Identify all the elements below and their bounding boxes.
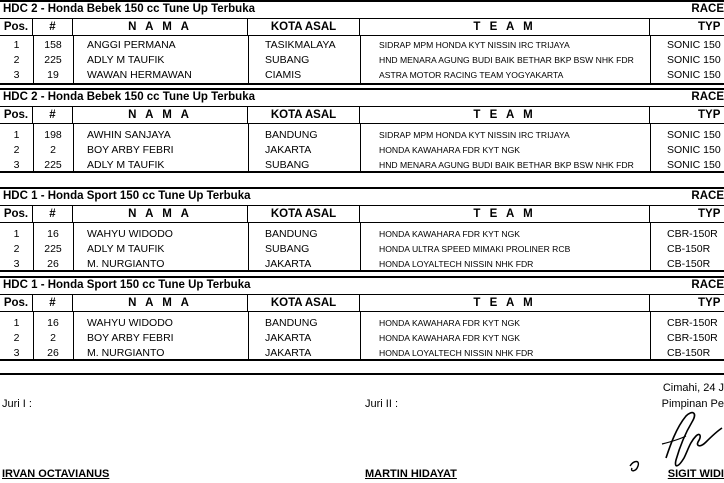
pos-cell: 2 [13, 54, 20, 66]
result-section-3 [0, 187, 724, 272]
section-title: HDC 1 - Honda Sport 150 cc Tune Up Terbuka [3, 190, 251, 202]
rider-name-cell: WAHYU WIDODO [87, 317, 173, 329]
section-header [0, 0, 724, 19]
col-nama-header: N A M A [73, 19, 248, 35]
number-cell: 26 [47, 347, 59, 359]
col-pos-header: Pos. [0, 206, 33, 222]
col-type-header: TYP [698, 109, 721, 121]
number-cell: 16 [47, 317, 59, 329]
pimpinan-label: Pimpinan Pe [661, 398, 724, 410]
juri2-label: Juri II : [365, 398, 399, 410]
col-team-header: T E A M [360, 19, 650, 35]
city-cell: JAKARTA [265, 144, 312, 156]
team-cell: HONDA KAWAHARA FDR KYT NGK [379, 333, 521, 343]
type-cell: SONIC 150 [667, 144, 721, 156]
pos-cell: 3 [13, 69, 20, 81]
col-no-header: # [33, 107, 73, 123]
type-cell: CB-150R [667, 347, 711, 359]
juri1-name: IRVAN OCTAVIANUS [2, 468, 110, 480]
rider-name-cell: ADLY M TAUFIK [87, 243, 165, 255]
rider-name-cell: WAWAN HERMAWAN [87, 69, 192, 81]
col-kota-header: KOTA ASAL [248, 107, 360, 123]
type-cell: CBR-150R [667, 228, 718, 240]
col-nama-header: N A M A [73, 107, 248, 123]
col-nama-header: N A M A [73, 295, 248, 311]
city-cell: SUBANG [265, 159, 310, 171]
rider-name-cell: BOY ARBY FEBRI [87, 332, 174, 344]
col-pos-header: Pos. [0, 19, 33, 35]
rider-name-cell: M. NURGIANTO [87, 347, 165, 359]
col-team-header: T E A M [360, 206, 650, 222]
col-type-header: TYP [698, 21, 721, 33]
team-cell: HONDA KAWAHARA FDR KYT NGK [379, 229, 521, 239]
type-cell: CB-150R [667, 243, 711, 255]
result-rows [0, 36, 724, 85]
rider-name-cell: ADLY M TAUFIK [87, 159, 165, 171]
result-section-1 [0, 0, 724, 85]
rider-name-cell: WAHYU WIDODO [87, 228, 173, 240]
result-section-4 [0, 276, 724, 361]
city-cell: BANDUNG [265, 228, 318, 240]
col-pos-header: Pos. [0, 107, 33, 123]
city-cell: TASIKMALAYA [265, 39, 336, 51]
juri1-label: Juri I : [2, 398, 32, 410]
number-cell: 225 [44, 243, 62, 255]
footer-divider [0, 373, 724, 375]
col-team-header: T E A M [360, 295, 650, 311]
city-cell: SUBANG [265, 243, 310, 255]
team-cell: HND MENARA AGUNG BUDI BAIK BETHAR BKP BSW NHK FDR [379, 55, 634, 65]
pos-cell: 3 [13, 258, 20, 270]
team-cell: SIDRAP MPM HONDA KYT NISSIN IRC TRIJAYA [379, 130, 570, 140]
signature-image [626, 406, 724, 476]
column-header-row [0, 19, 724, 36]
section-race-label: RACE [691, 3, 724, 15]
type-cell: SONIC 150 [667, 54, 721, 66]
col-nama-header: N A M A [73, 206, 248, 222]
team-cell: HONDA KAWAHARA FDR KYT NGK [379, 318, 521, 328]
city-cell: BANDUNG [265, 129, 318, 141]
section-title: HDC 1 - Honda Sport 150 cc Tune Up Terbuka [3, 279, 251, 291]
section-header [0, 187, 724, 206]
juri2-name: MARTIN HIDAYAT [365, 468, 457, 480]
number-cell: 225 [44, 159, 62, 171]
col-team-header: T E A M [360, 107, 650, 123]
type-cell: SONIC 150 [667, 39, 721, 51]
number-cell: 26 [47, 258, 59, 270]
rider-name-cell: AWHIN SANJAYA [87, 129, 171, 141]
team-cell: ASTRA MOTOR RACING TEAM YOGYAKARTA [379, 70, 564, 80]
city-cell: SUBANG [265, 54, 310, 66]
type-cell: SONIC 150 [667, 129, 721, 141]
section-race-label: RACE [691, 190, 724, 202]
result-rows [0, 223, 724, 272]
team-cell: HONDA ULTRA SPEED MIMAKI PROLINER RCB [379, 244, 571, 254]
team-cell: SIDRAP MPM HONDA KYT NISSIN IRC TRIJAYA [379, 40, 570, 50]
city-cell: JAKARTA [265, 258, 312, 270]
section-title: HDC 2 - Honda Bebek 150 cc Tune Up Terbuka [3, 91, 255, 103]
number-cell: 198 [44, 129, 62, 141]
column-header-row [0, 107, 724, 124]
place-date: Cimahi, 24 J [662, 382, 724, 394]
rider-name-cell: ADLY M TAUFIK [87, 54, 165, 66]
column-header-row [0, 206, 724, 223]
col-no-header: # [33, 206, 73, 222]
city-cell: JAKARTA [265, 347, 312, 359]
section-race-label: RACE [691, 279, 724, 291]
col-no-header: # [33, 19, 73, 35]
pos-cell: 1 [13, 39, 20, 51]
pos-cell: 3 [13, 347, 20, 359]
pos-cell: 1 [13, 317, 20, 329]
pos-cell: 2 [13, 332, 20, 344]
pos-cell: 2 [13, 243, 20, 255]
type-cell: CBR-150R [667, 317, 718, 329]
number-cell: 2 [50, 332, 56, 344]
number-cell: 16 [47, 228, 59, 240]
city-cell: CIAMIS [265, 69, 302, 81]
section-title: HDC 2 - Honda Bebek 150 cc Tune Up Terbuka [3, 3, 255, 15]
city-cell: BANDUNG [265, 317, 318, 329]
col-kota-header: KOTA ASAL [248, 295, 360, 311]
number-cell: 19 [47, 69, 59, 81]
rider-name-cell: M. NURGIANTO [87, 258, 165, 270]
type-cell: CBR-150R [667, 332, 718, 344]
col-type-header: TYP [698, 208, 721, 220]
pos-cell: 1 [13, 129, 20, 141]
col-kota-header: KOTA ASAL [248, 206, 360, 222]
team-cell: HONDA LOYALTECH NISSIN NHK FDR [379, 259, 534, 269]
rider-name-cell: BOY ARBY FEBRI [87, 144, 174, 156]
type-cell: SONIC 150 [667, 69, 721, 81]
type-cell: CB-150R [667, 258, 711, 270]
number-cell: 225 [44, 54, 62, 66]
col-no-header: # [33, 295, 73, 311]
col-kota-header: KOTA ASAL [248, 19, 360, 35]
pos-cell: 3 [13, 159, 20, 171]
result-rows [0, 124, 724, 173]
col-pos-header: Pos. [0, 295, 33, 311]
team-cell: HONDA KAWAHARA FDR KYT NGK [379, 145, 521, 155]
rider-name-cell: ANGGI PERMANA [87, 39, 176, 51]
team-cell: HND MENARA AGUNG BUDI BAIK BETHAR BKP BSW NHK FDR [379, 160, 634, 170]
result-section-2 [0, 88, 724, 173]
col-type-header: TYP [698, 297, 721, 309]
section-race-label: RACE [691, 91, 724, 103]
signer-name: SIGIT WIDI [667, 468, 724, 480]
column-header-row [0, 295, 724, 312]
section-header [0, 276, 724, 295]
number-cell: 158 [44, 39, 62, 51]
team-cell: HONDA LOYALTECH NISSIN NHK FDR [379, 348, 534, 358]
city-cell: JAKARTA [265, 332, 312, 344]
result-rows [0, 312, 724, 361]
number-cell: 2 [50, 144, 56, 156]
type-cell: SONIC 150 [667, 159, 721, 171]
section-header [0, 88, 724, 107]
pos-cell: 1 [13, 228, 20, 240]
pos-cell: 2 [13, 144, 20, 156]
